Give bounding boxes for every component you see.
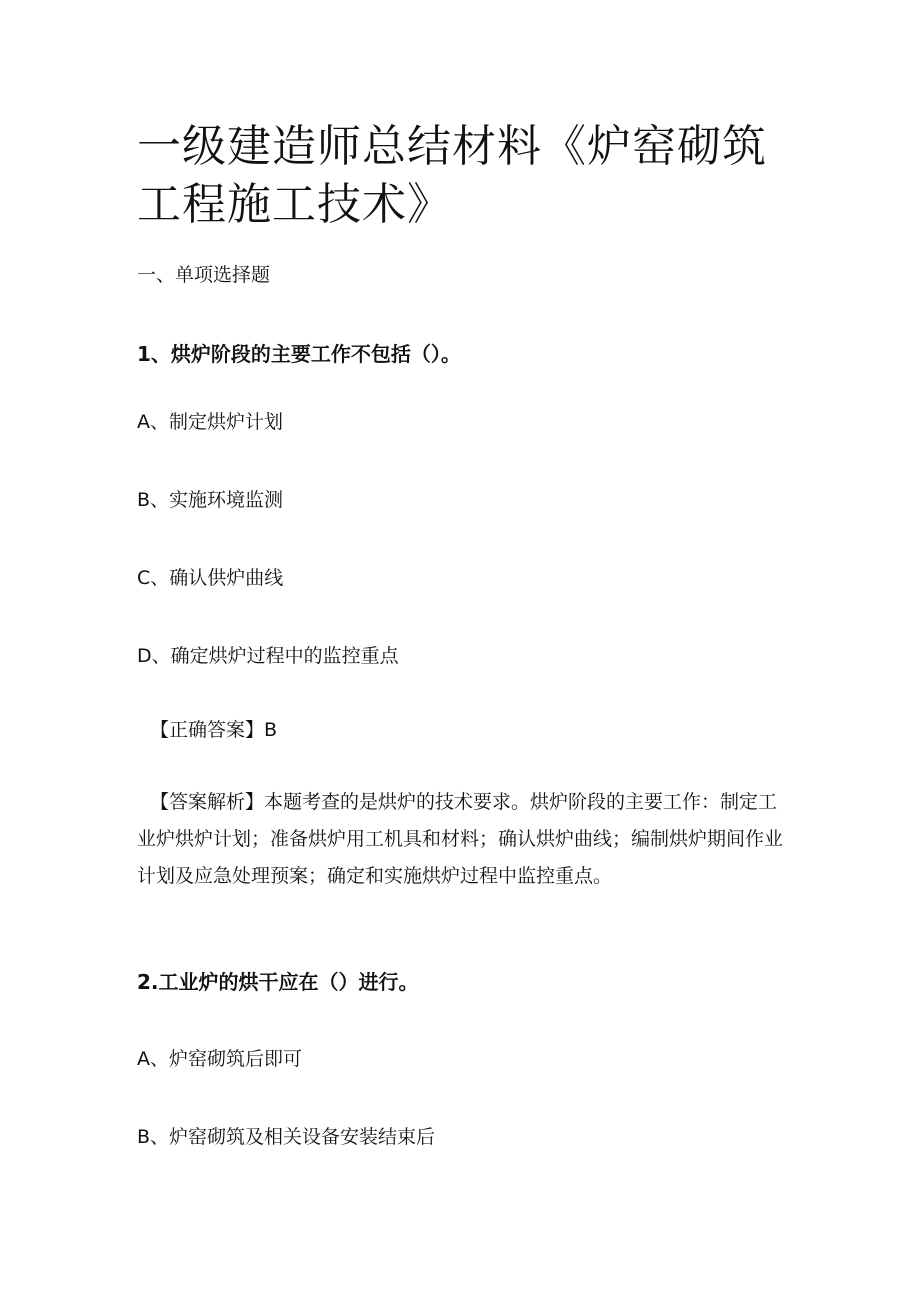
- question-1-option-b: B、实施环境监测: [137, 489, 284, 511]
- section-heading: 一、单项选择题: [137, 264, 271, 286]
- question-1-option-d: D、确定烘炉过程中的监控重点: [137, 645, 399, 667]
- question-1-option-a: A、制定烘炉计划: [137, 411, 283, 433]
- question-2-option-b: B、炉窑砌筑及相关设备安装结束后: [137, 1126, 436, 1148]
- question-1-answer: 【正确答案】B: [150, 719, 278, 741]
- question-2-option-a: A、炉窑砌筑后即可: [137, 1048, 302, 1070]
- question-1-analysis: 【答案解析】本题考查的是烘炉的技术要求。烘炉阶段的主要工作：制定工业炉烘炉计划；准备烘炉用工机具和材料；确认烘炉曲线；编制烘炉期间作业计划及应急处理预案；确定和实施烘炉过程中监控重点。: [137, 791, 784, 887]
- question-1-stem: 1、烘炉阶段的主要工作不包括（）。: [137, 342, 461, 366]
- document-title: 一级建造师总结材料《炉窑砌筑工程施工技术》: [137, 121, 767, 230]
- question-2-stem: 2.工业炉的烘干应在（）进行。: [137, 970, 419, 994]
- question-1-option-c: C、确认供炉曲线: [137, 567, 284, 589]
